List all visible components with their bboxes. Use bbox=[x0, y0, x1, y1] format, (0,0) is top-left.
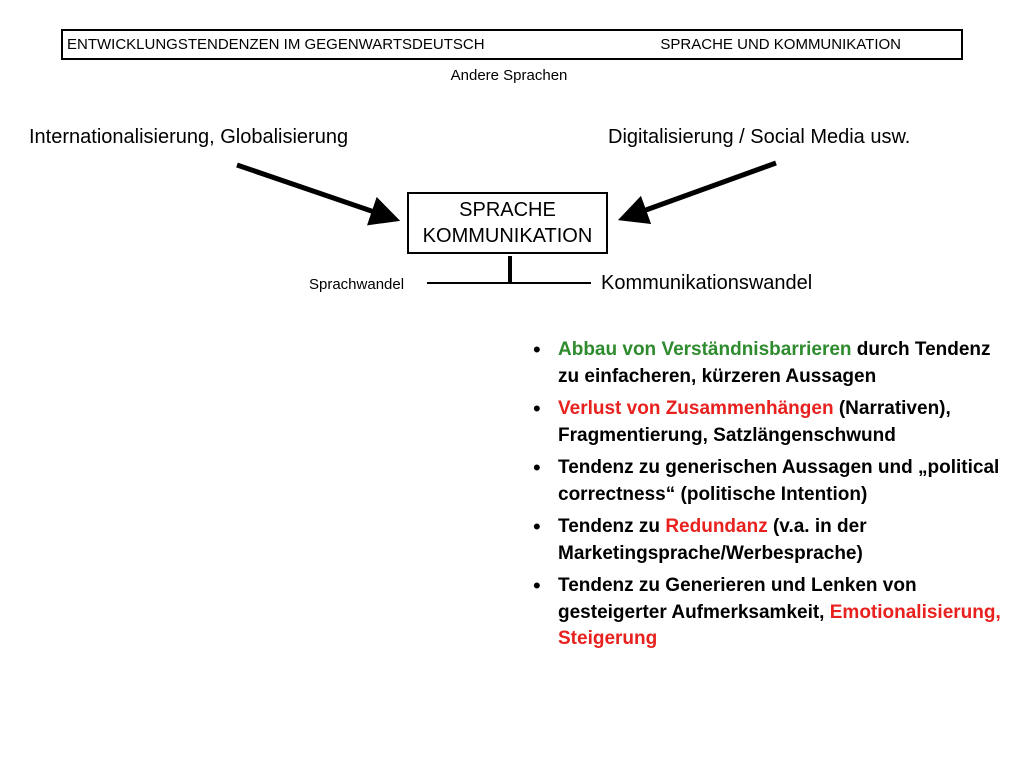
bullet-text-segment: (v.a. in der Marketingsprache/Werbesprache) bbox=[558, 516, 867, 564]
bullet-dot-icon: • bbox=[533, 337, 541, 362]
center-line-1: SPRACHE bbox=[459, 199, 556, 221]
bullet-text-segment: Tendenz zu bbox=[558, 516, 666, 537]
left-influence-label: Internationalisierung, Globalisierung bbox=[29, 126, 349, 148]
bullet-text-segment: Redundanz bbox=[665, 516, 768, 537]
bullet-list bbox=[531, 337, 1001, 659]
bullet-item bbox=[531, 337, 1001, 390]
bullet-item bbox=[531, 573, 1001, 653]
bullet-dot-icon: • bbox=[533, 514, 541, 539]
bullet-text-segment: durch Tendenz zu einfacheren, kürzeren Aussagen bbox=[558, 339, 991, 387]
bullet-text-segment: Tendenz zu Generieren und Lenken von gesteigerter Aufmerksamkeit, bbox=[558, 575, 917, 623]
bullet-text-segment: Emotionalisierung, Steigerung bbox=[558, 601, 1001, 649]
bullet-text-segment: Tendenz zu generischen Aussagen und „political correctness“ (politische Intention) bbox=[558, 457, 1000, 505]
bullet-item bbox=[531, 514, 1001, 567]
bullet-text-segment: Abbau von Verständnisbarrieren bbox=[558, 339, 852, 360]
bullet-dot-icon: • bbox=[533, 396, 541, 421]
header-right-title: SPRACHE UND KOMMUNIKATION bbox=[660, 36, 901, 53]
bullet-item bbox=[531, 396, 1001, 449]
bullet-text-segment: (Narrativen), Fragmentierung, Satzlängenschwund bbox=[558, 398, 951, 446]
right-arrow bbox=[632, 163, 776, 215]
bullet-text-segment: Verlust von Zusammenhängen bbox=[558, 398, 834, 419]
header-left-title: ENTWICKLUNGSTENDENZEN IM GEGENWARTSDEUTSCH bbox=[67, 36, 485, 53]
bullet-item bbox=[531, 455, 1001, 508]
center-line-2: KOMMUNIKATION bbox=[422, 225, 593, 247]
other-languages-text: Andere Sprachen bbox=[450, 67, 568, 84]
right-influence-label: Digitalisierung / Social Media usw. bbox=[608, 126, 911, 148]
bullet-dot-icon: • bbox=[533, 573, 541, 598]
left-arrow bbox=[237, 165, 386, 216]
branch-right-label: Kommunikationswandel bbox=[601, 272, 813, 294]
center-box bbox=[407, 192, 608, 254]
branch-left-label: Sprachwandel bbox=[309, 276, 405, 293]
bullet-dot-icon: • bbox=[533, 455, 541, 480]
